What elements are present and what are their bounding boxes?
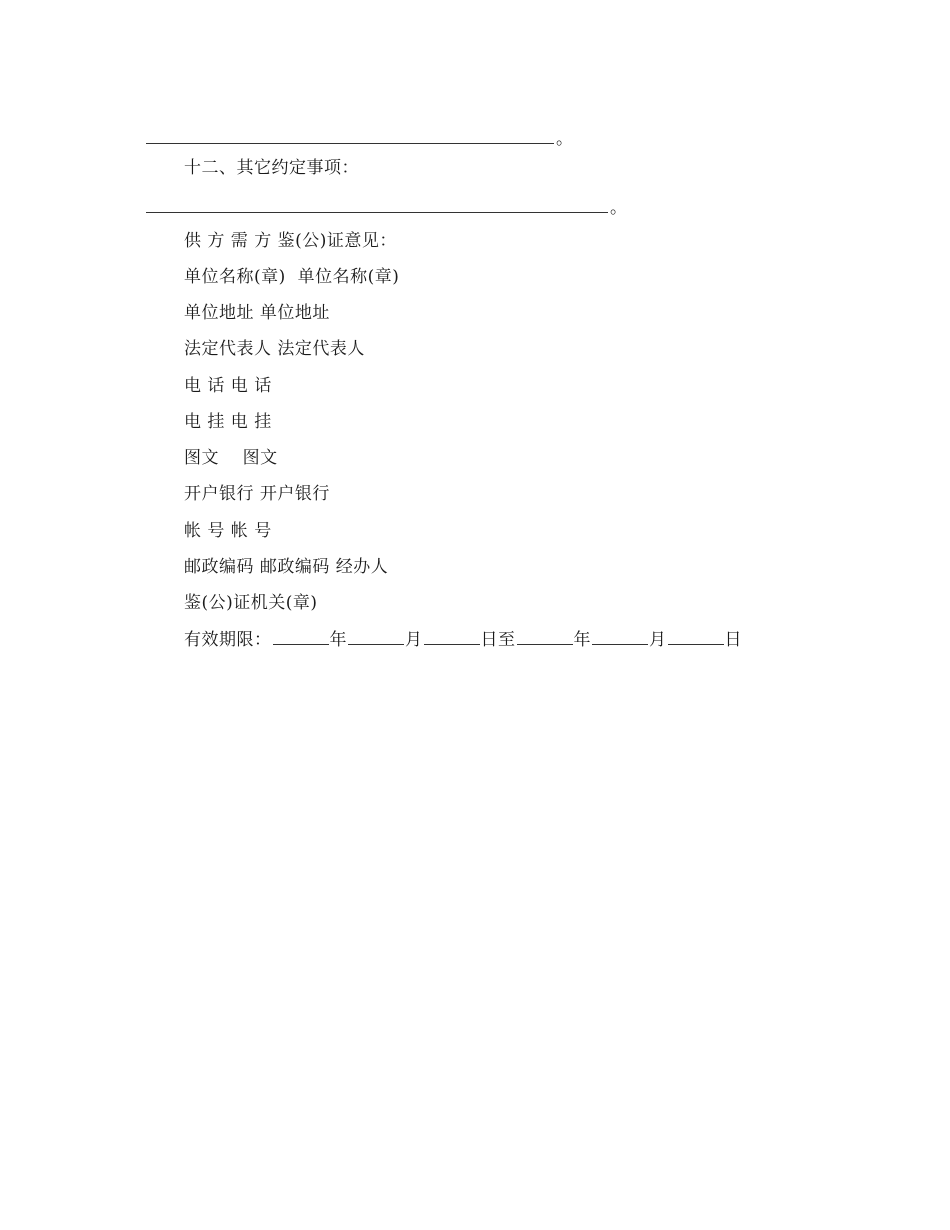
year-label: 年 [573,630,591,650]
year-blank [517,630,573,645]
underline-blank [146,129,554,144]
month-blank [592,630,648,645]
signature-legal-representative: 法定代表人 法定代表人 [184,339,365,359]
signature-fax: 图文 图文 [184,448,278,468]
day-blank [668,630,724,645]
validity-period [184,629,742,651]
signature-parties-header: 供 方 需 方 鉴(公)证意见： [184,231,397,251]
month-label: 月 [405,630,423,650]
day-blank [424,630,480,645]
day-to-label: 日至 [480,630,516,650]
underline-blank [146,198,608,213]
day-label: 日 [724,630,742,650]
validity-label: 有效期限： [184,630,272,650]
signature-telegraph: 电 挂 电 挂 [184,412,272,432]
signature-postal-code: 邮政编码 邮政编码 经办人 [184,557,389,577]
signature-unit-address: 单位地址 单位地址 [184,303,330,323]
section-12-heading: 十二、其它约定事项： [184,158,359,178]
year-label: 年 [329,630,347,650]
fill-in-blank-line-2 [146,193,627,218]
year-blank [273,630,329,645]
signature-bank: 开户银行 开户银行 [184,484,330,504]
sentence-end: 。 [610,198,627,218]
signature-unit-name: 单位名称(章) 单位名称(章) [184,267,400,287]
month-blank [348,630,404,645]
signature-telephone: 电 话 电 话 [184,376,272,396]
signature-notary-office: 鉴(公)证机关(章) [184,593,318,613]
fill-in-blank-line-1 [146,124,573,149]
month-label: 月 [649,630,667,650]
sentence-end: 。 [556,129,573,149]
signature-account-number: 帐 号 帐 号 [184,521,272,541]
